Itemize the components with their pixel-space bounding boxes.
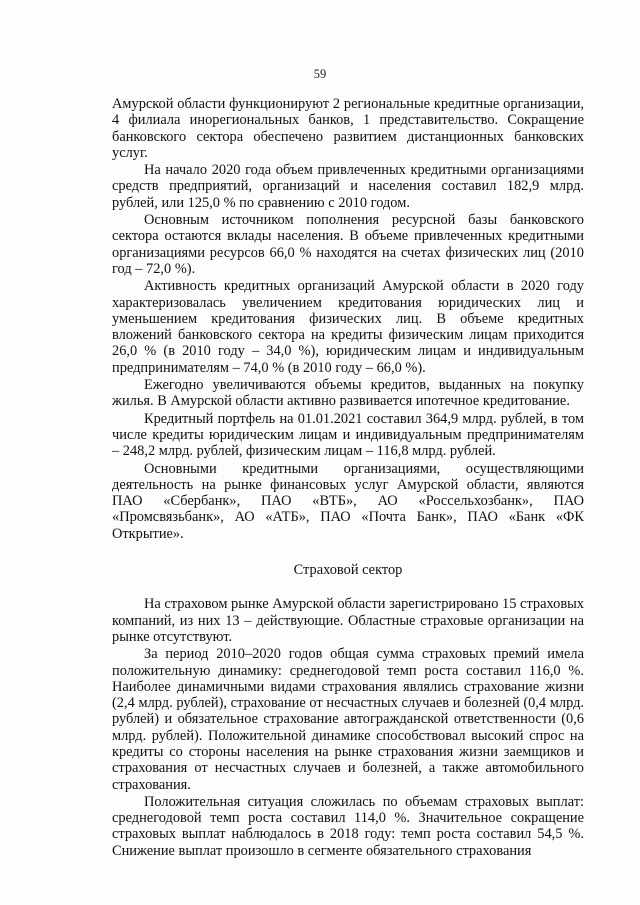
paragraph: За период 2010–2020 годов общая сумма страховых премий имела положительную динамику: среднегодовой темп роста составил 116,0 %. Наиболее динамичными видами страхования являлись страхование жизни (2,4 млрд. рублей), страхование от несчастных случаев и болезней (0,4 млрд. рублей) и обязательное страхование автогражданской ответственности (0,6 млрд. рублей). Положительной динамике способствовал высокий спрос на кредиты со стороны населения на рынке страхования жизни заемщиков и страхования от несчастных случаев и болезней, а также автомобильного страхования. [112,646,584,793]
paragraph: Основными кредитными организациями, осуществляющими деятельность на рынке финансовых услуг Амурской области, являются ПАО «Сбербанк», ПАО «ВТБ», АО «Россельхозбанк», ПАО «Промсвязьбанк», АО «АТБ», ПАО «Почта Банк», ПАО «Банк «ФК Открытие». [112,460,584,542]
paragraph: На начало 2020 года объем привлеченных кредитными организациями средств предприятий, организаций и населения составил 182,9 млрд. рублей, или 125,0 % по сравнению с 2010 годом. [112,162,584,211]
document-body [112,96,584,859]
paragraph: На страховом рынке Амурской области зарегистрировано 15 страховых компаний, из них 13 – действующие. Областные страховые организации на рынке отсутствуют. [112,596,584,645]
page-number: 59 [313,67,327,81]
paragraph: Положительная ситуация сложилась по объемам страховых выплат: среднегодовой темп роста составил 114,0 %. Значительное сокращение страховых выплат наблюдалось в 2018 году: темп роста составил 54,5 %. Снижение выплат произошло в сегменте обязательного страхования [112,793,584,859]
paragraph: Активность кредитных организаций Амурской области в 2020 году характеризовалась увеличением кредитования юридических лиц и уменьшением кредитования физических лиц. В объеме кредитных вложений банковского сектора на кредиты физическим лицам приходится 26,0 % (в 2010 году – 34,0 %), юридическим лицам и индивидуальным предпринимателям – 74,0 % (в 2010 году – 66,0 %). [112,278,584,376]
paragraph: Амурской области функционируют 2 региональные кредитные организации, 4 филиала инорегиональных банков, 1 представительство. Сокращение банковского сектора обеспечено развитием дистанционных банковских услуг. [112,96,584,161]
paragraph: Основным источником пополнения ресурсной базы банковского сектора остаются вклады населения. В объеме привлеченных кредитными организациями ресурсов 66,0 % находятся на счетах физических лиц (2010 год – 72,0 %). [112,212,584,277]
section-heading: Страховой сектор [293,562,403,579]
paragraph: Кредитный портфель на 01.01.2021 составил 364,9 млрд. рублей, в том числе кредиты юридическим лицам и индивидуальным предпринимателям – 248,2 млрд. рублей, физическим лицам – 116,8 млрд. рублей. [112,410,584,460]
paragraph: Ежегодно увеличиваются объемы кредитов, выданных на покупку жилья. В Амурской области активно развивается ипотечное кредитование. [112,377,584,410]
